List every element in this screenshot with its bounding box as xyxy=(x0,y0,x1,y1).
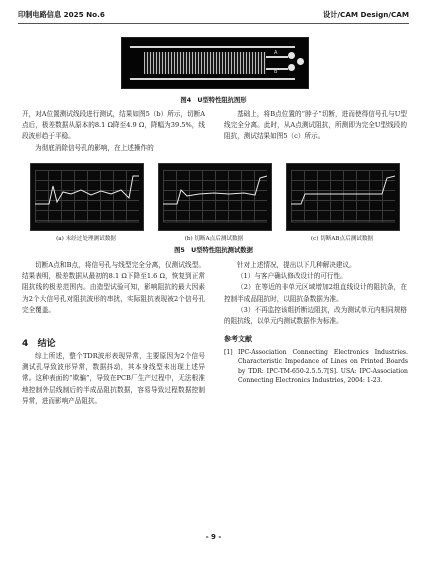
paragraph: （3）不再监控该组折断边阻抗，改为测试单元内相同规格的阻抗线，以单元内测试数据作为标准。 xyxy=(224,305,407,326)
paragraph: 开，对A位置测试线段进行测试，结果如图5（b）所示，切断A点后，极差数据从原本的8.1 Ω降至4.9 Ω，降幅为39.5%，线段波形趋于平稳。 xyxy=(22,110,205,141)
subcaption-c: (c) 切断AB点后测试数据 xyxy=(310,236,374,242)
scope-screenshot-a xyxy=(30,163,144,231)
trace-line xyxy=(266,56,288,58)
conclusion-text xyxy=(22,351,205,407)
waveform-c xyxy=(287,164,399,230)
u-impedance-pattern-image xyxy=(121,37,309,89)
paragraph: 为彻底消除信号孔的影响，在上述操作的 xyxy=(35,143,154,152)
scope-screenshot-c xyxy=(286,163,400,231)
signal-hole xyxy=(297,58,304,65)
trace-line xyxy=(130,46,295,48)
signal-hole xyxy=(288,64,295,71)
right-column-top xyxy=(224,109,407,143)
subcaption-a: (a) 未经过处理测试数据 xyxy=(56,236,116,242)
section-name: 设计/CAM Design/CAM xyxy=(323,10,409,19)
subcaption-b: (b) 切断A点后测试数据 xyxy=(184,236,244,242)
page-number: - 9 - xyxy=(205,533,222,541)
journal-name: 印制电路信息 2025 No.6 xyxy=(18,10,105,19)
left-column-bottom xyxy=(22,260,205,316)
scope-screenshot-b xyxy=(158,163,272,231)
right-column-bottom xyxy=(224,260,407,327)
paragraph: 基础上，将B点位置的“脖子”切断，进而使得信号孔与U型线完全分离。此时，从A点测试阻抗，所测即为完全U型线段的阻抗，测试结果如图5（c）所示。 xyxy=(224,110,407,141)
paragraph: （1）与客户确认修改设计的可行性。 xyxy=(237,272,347,281)
section-number: 4 xyxy=(22,339,29,349)
figure-4-caption: 图4 U型特性阻抗图形 xyxy=(180,97,247,104)
paragraph: 针对上述情况，提出以下几种解决建议。 xyxy=(237,261,356,269)
references-heading: 参考文献 xyxy=(224,335,252,343)
reference-text: IPC-Association Connecting Electronics Industries. Characteristic Impedance of Lines on Printed Boards by TDR: IPC-TM-650-2.5.5.7[S]. USA: IPC-Association Connecting Electronics Industries, 2004: 1-23. xyxy=(238,349,408,385)
reference-number: [1] xyxy=(224,349,233,356)
point-b-label: B xyxy=(274,69,278,75)
signal-hole xyxy=(288,52,295,59)
left-column-top xyxy=(22,109,205,154)
section-title: 结论 xyxy=(37,339,56,349)
paragraph: 综上所述，整个TDR波形表现异常，主要原因为2个信号测试孔导致波形异常，数据抖动，其本身线型未出现上述异常。这种表面的“欺骗”，导致在PCB厂生产过程中，无法根准地控制外层线制后的半成品阻抗数据，容易导致过程数据控制异常，进而影响产品阻抗。 xyxy=(22,352,205,405)
section-heading xyxy=(22,336,56,349)
point-a-label: A xyxy=(274,50,278,56)
figure-5-caption: 图5 U型特性阻抗测试数据 xyxy=(174,247,253,254)
running-header xyxy=(18,10,409,24)
waveform-b xyxy=(159,164,271,230)
waveform-a xyxy=(31,164,143,230)
meander-trace xyxy=(144,52,266,74)
header-divider xyxy=(18,23,409,24)
paragraph: （2）在等近的非单元区域增加2组直线设计的阻抗条，在控制半成品阻抗时，以阻抗条数据为准。 xyxy=(224,283,407,303)
paragraph: 切断A点和B点，将信号孔与线型完全分离，仅测试线型。结果表明，极差数据从最初的8.1 Ω下降至1.6 Ω，恢复到正常阻抗线的极差范围内。由造型试验可知，影响阻抗的最大因素为2个大信号孔对阻抗波形的串扰，实际阻抗表现被2个信号孔完全覆盖。 xyxy=(22,261,205,314)
trace-line xyxy=(130,78,295,80)
